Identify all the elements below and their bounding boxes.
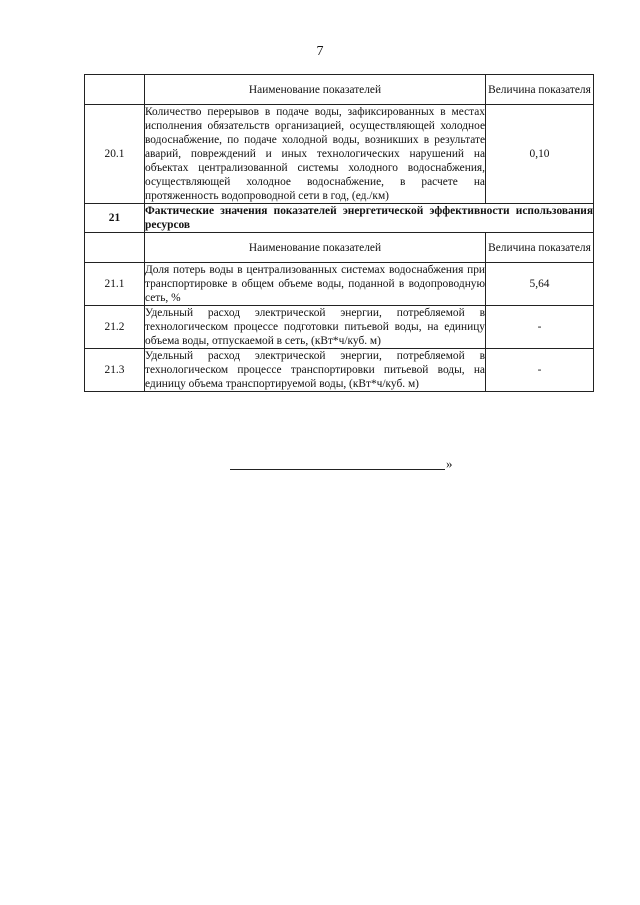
row-indicator-name: Удельный расход электрической энергии, потребляемой в технологическом процессе подготовки питьевой воды, на единицу объема воды, отпускаемой в сеть, (кВт*ч/куб. м): [145, 307, 485, 347]
row-value: -: [486, 349, 594, 392]
row-number: 21.1: [85, 263, 145, 306]
page-number: 7: [316, 44, 324, 59]
closing-line: [230, 457, 460, 471]
header-num-cell: [85, 233, 145, 263]
indicators-table: [84, 74, 594, 392]
table-header-row: [85, 233, 594, 263]
row-number: 21.2: [85, 306, 145, 349]
table-row: [85, 306, 594, 349]
table-row: [85, 263, 594, 306]
header-name-cell: Наименование показателей: [145, 233, 486, 263]
row-value: -: [486, 306, 594, 349]
header-value-cell: Величина показателя: [486, 233, 594, 263]
table-row: [85, 349, 594, 392]
row-number: 20.1: [85, 105, 145, 204]
row-value: 5,64: [486, 263, 594, 306]
row-number: 21.3: [85, 349, 145, 392]
section-title: Фактические значения показателей энергетической эффективности использования ресурсов: [145, 205, 593, 231]
closing-underline: [230, 469, 445, 470]
row-indicator-name: Удельный расход электрической энергии, потребляемой в технологическом процессе транспортировки питьевой воды, на единицу объема транспортируемой воды, (кВт*ч/куб. м): [145, 350, 485, 390]
header-value-cell: Величина показателя: [486, 75, 594, 105]
closing-quote: »: [446, 456, 453, 471]
row-indicator-name: Доля потерь воды в централизованных системах водоснабжения при транспортировке в общем объеме воды, поданной в водопроводную сеть, %: [145, 264, 485, 304]
section-number: 21: [85, 204, 145, 233]
table-row: [85, 105, 594, 204]
header-num-cell: [85, 75, 145, 105]
section-row: [85, 204, 594, 233]
header-name-cell: Наименование показателей: [145, 75, 486, 105]
table-header-row: [85, 75, 594, 105]
row-indicator-name: Количество перерывов в подаче воды, зафиксированных в местах исполнения обязательств организацией, осуществляющей холодное водоснабжение, по подаче холодной воды, возникших в результате аварий, повреждений и иных технологических нарушений на объектах централизованной системы холодного водоснабжения, осуществляющей холодное водоснабжение, в расчете на протяженность водопроводной сети в год, (ед./км): [145, 106, 485, 202]
row-value: 0,10: [486, 105, 594, 204]
